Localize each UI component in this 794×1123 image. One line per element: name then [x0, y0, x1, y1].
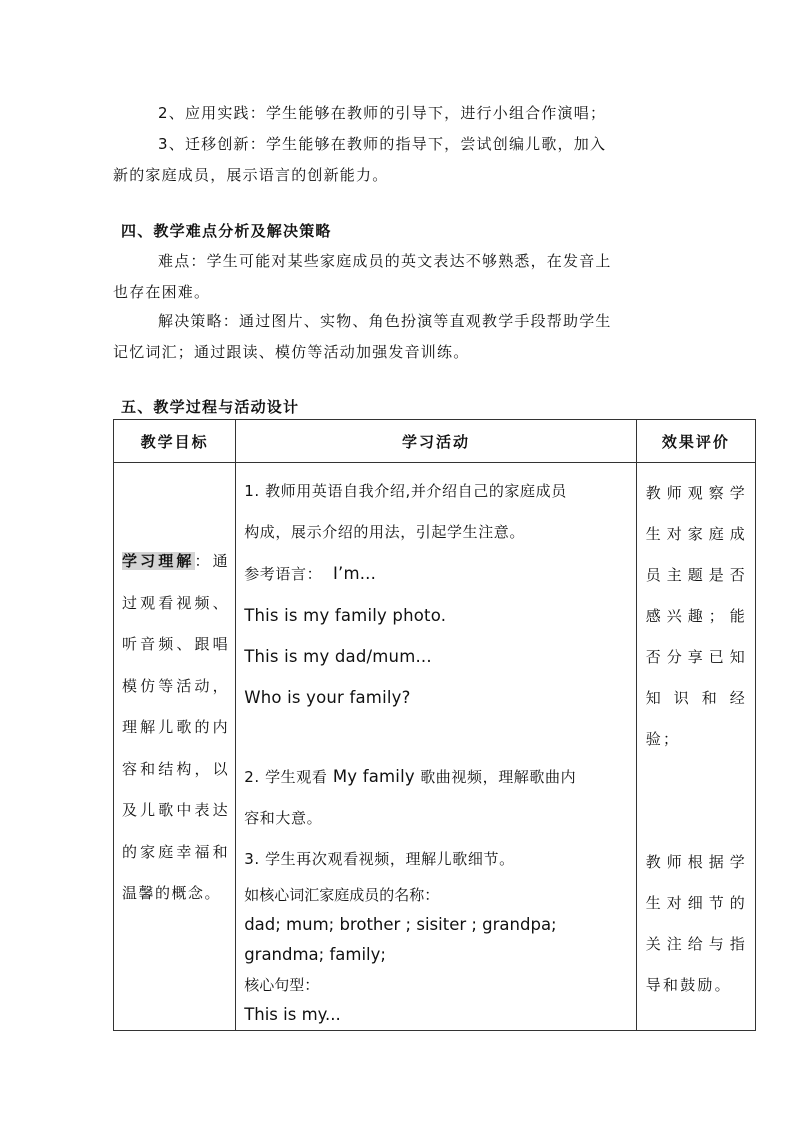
reference-photo: This is my family photo.: [244, 606, 447, 625]
table-row: [114, 463, 756, 1031]
difficulty-line1: 难点：学生可能对某些家庭成员的英文表达不够熟悉，在发音上: [158, 252, 612, 270]
reference-label: 参考语言：: [244, 565, 323, 583]
strategy-line1: 解决策略：通过图片、实物、角色扮演等直观教学手段帮助学生: [158, 312, 612, 330]
activity2-pre: 2. 学生观看: [244, 768, 333, 786]
reference-dad: This is my dad/mum...: [244, 647, 432, 666]
table-header-row: [114, 420, 756, 463]
activity2-line1: [244, 756, 630, 798]
teaching-process-table: [113, 419, 756, 1031]
header-teaching-goal: 教学目标: [114, 420, 236, 463]
reference-who: Who is your family?: [244, 688, 411, 707]
section3-item2: 2、应用实践：学生能够在教师的引导下，进行小组合作演唱；: [158, 104, 607, 122]
teaching-goal-cell: [114, 463, 236, 1031]
header-learning-activity: 学习活动: [236, 420, 637, 463]
pattern: This is my...: [244, 1005, 341, 1024]
header-effect-evaluation: 效果评价: [636, 420, 755, 463]
evaluation-2: 教师根据学生对细节的关注给与指导和鼓励。: [645, 853, 747, 994]
activity1-line2: 构成，展示介绍的用法，引起学生注意。: [244, 523, 525, 541]
activity2-song-title: My family: [332, 767, 415, 786]
activity2-post: 歌曲视频，理解歌曲内: [414, 768, 577, 786]
evaluation-1: 教师观察学生对家庭成员主题是否感兴趣；能否分享已知知识和经验；: [645, 484, 747, 748]
strategy-line2: 记忆词汇；通过跟读、模仿等活动加强发音训练。: [113, 343, 470, 361]
vocab-label: 如核心词汇家庭成员的名称：: [244, 886, 440, 904]
section4-heading: 四、教学难点分析及解决策略: [121, 222, 332, 240]
section3-item3-line1: 3、迁移创新：学生能够在教师的指导下，尝试创编儿歌，加入: [158, 135, 607, 153]
goal-highlight: 学习理解: [122, 552, 195, 570]
effect-evaluation-cell: [636, 463, 755, 1031]
section5-heading: 五、教学过程与活动设计: [121, 398, 300, 416]
activity2-line2: 容和大意。: [244, 809, 323, 827]
difficulty-line2: 也存在困难。: [113, 283, 211, 301]
activity3: 3. 学生再次观看视频，理解儿歌细节。: [244, 850, 515, 868]
reference-language: [244, 553, 630, 595]
vocab-line1: dad; mum; brother ; sisiter ; grandpa;: [244, 915, 557, 934]
pattern-label: 核心句型：: [244, 976, 320, 994]
reference-im: I’m...: [332, 564, 377, 583]
vocab-line2: grandma; family;: [244, 945, 386, 964]
learning-activity-cell: [236, 463, 637, 1031]
activity1-line1: 1. 教师用英语自我介绍,并介绍自己的家庭成员: [244, 482, 567, 500]
goal-text: ：通过观看视频、听音频、跟唱模仿等活动，理解儿歌的内容和结构，以及儿歌中表达的家庭幸福和温馨的概念。: [122, 552, 230, 902]
section3-item3-line2: 新的家庭成员，展示语言的创新能力。: [113, 166, 389, 184]
